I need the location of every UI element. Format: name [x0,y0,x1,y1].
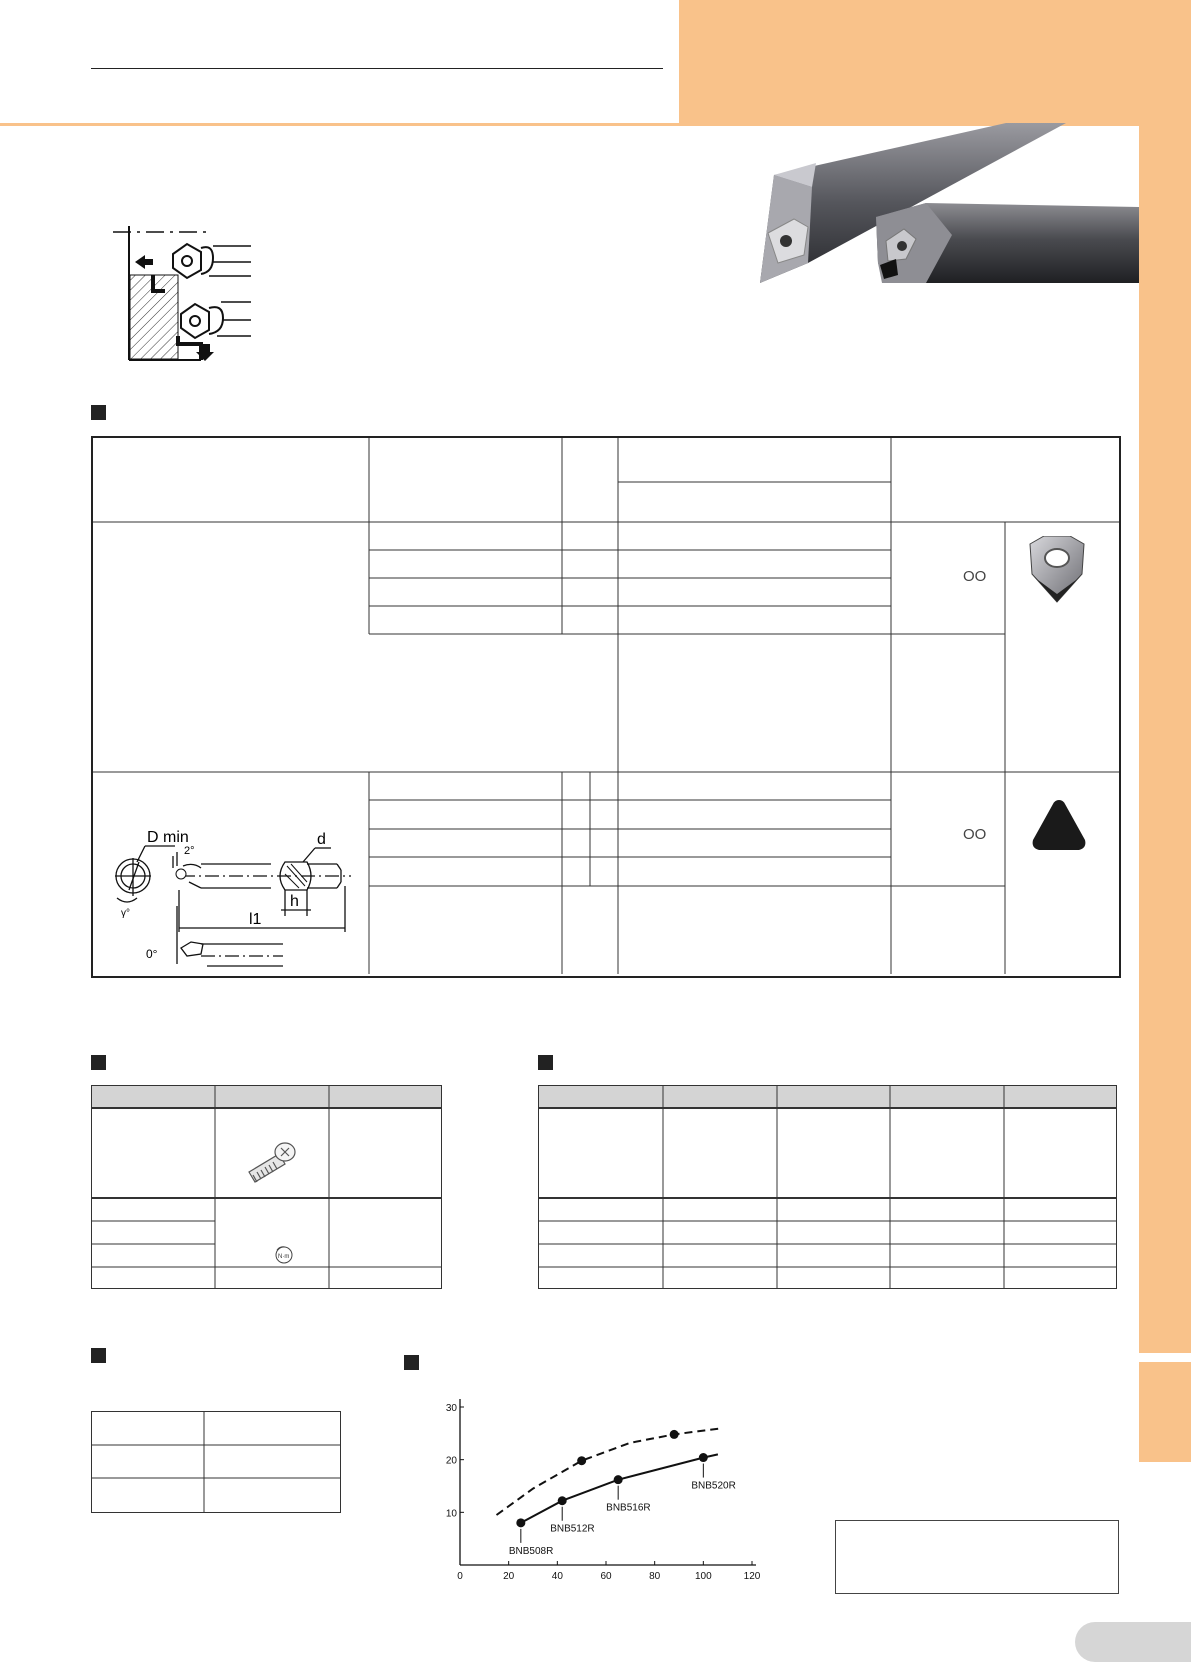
chart-annotation-label: BNB516R [606,1502,651,1514]
chart-annotation-label: BNB508R [508,1545,554,1557]
chart-data-point [614,1475,623,1484]
side-tab-strip-lower [1139,1362,1191,1462]
header-orange-band [679,0,1191,123]
dim-label-h: h [290,893,299,910]
dim-label-gamma: γ° [121,908,130,919]
product-photo-boring-bars [756,123,1139,303]
insert-image-triangle [1030,798,1088,852]
side-tab-strip [1139,123,1191,1353]
header-title-rule [91,68,663,69]
chart-x-tick-label: 120 [743,1571,760,1582]
section-marker-main-table [91,405,106,420]
dim-label-d-min: D min [147,829,189,846]
chart-y-tick-label: 10 [445,1508,457,1520]
dim-label-angle-2: 2° [184,845,195,857]
chart-x-tick-label: 20 [503,1571,515,1582]
recommended-inserts-table [538,1085,1118,1290]
section-marker-recommended-table [538,1055,553,1070]
chart-annotation-label: BNB512R [550,1523,595,1535]
spec-table [91,436,1121,978]
screw-icon [245,1138,297,1184]
chart-y-tick-label: 20 [445,1455,457,1467]
section-marker-chart [404,1355,419,1370]
chart-data-point [699,1453,708,1462]
chart-x-tick-label: 40 [551,1571,563,1582]
boring-schematic-figure [113,218,258,364]
chart-x-tick-label: 60 [600,1571,612,1582]
chart-y-tick-label: 30 [445,1403,457,1414]
dim-label-l1: l1 [249,911,262,928]
chart-data-point [577,1456,586,1465]
torque-wrench-icon [274,1245,294,1265]
chart-annotation-label: BNB520R [691,1480,736,1492]
spare-parts-table [91,1085,443,1290]
chart-x-tick-label: 0 [457,1571,463,1582]
dim-label-d: d [317,831,326,848]
performance-chart [440,1395,760,1585]
insert-symbol-1: OO [963,568,987,585]
page-number-pill [1075,1622,1191,1662]
chart-x-tick-label: 80 [649,1571,661,1582]
chart-data-point [670,1430,679,1439]
chart-x-tick-label: 100 [694,1571,712,1582]
chart-legend-box [835,1520,1119,1594]
torque-icon-label: N·m [278,1254,290,1260]
dim-label-angle-0: 0° [146,947,158,961]
boring-bar-dimension-drawing [101,786,363,968]
insert-symbol-2: OO [963,826,987,843]
section-marker-spare-parts [91,1055,106,1070]
chart-data-point [558,1496,567,1505]
section-marker-small-table [91,1348,106,1363]
small-reference-table [91,1411,342,1514]
chart-data-point [516,1518,525,1527]
insert-image-hexagon [1026,536,1088,606]
